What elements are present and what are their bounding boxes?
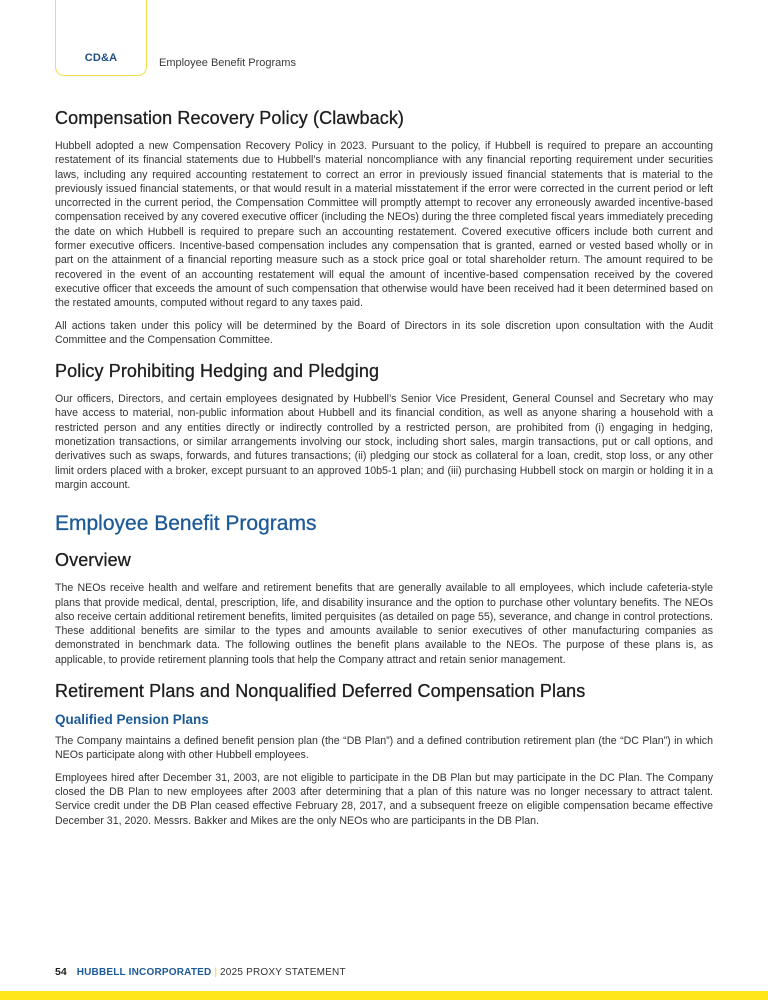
footer-company: HUBBELL INCORPORATED <box>76 967 212 978</box>
footer-accent-bar <box>0 991 768 1000</box>
overview-heading: Overview <box>55 550 131 571</box>
qualified-paragraph-2: Employees hired after December 31, 2003, are not eligible to participate in the DB Plan but may participate in the DC Plan. The Company closed the DB Plan to new employees after 2003 after determining that a plan of this nature was no longer necessary to attract talent. Service credit under the DB Plan ceased effective February 28, 2017, and a subsequent freeze on eligible compensation became effective December 31, 2020. Messrs. Bakker and Mikes are the only NEOs who are participants in the DB Plan. <box>55 771 713 827</box>
section-tab-label: CD&A <box>84 52 118 64</box>
page-footer <box>55 966 346 978</box>
benefits-heading: Employee Benefit Programs <box>55 512 317 536</box>
footer-document: 2025 PROXY STATEMENT <box>220 967 346 978</box>
page-content <box>55 108 713 836</box>
clawback-paragraph-1: Hubbell adopted a new Compensation Recovery Policy in 2023. Pursuant to the policy, if Hubbell is required to prepare an accounting restatement of its financial statements due to Hubbell’s material noncompliance with any financial reporting requirement under securities laws, including any required accounting restatement to correct an error in previously issued financial statements that is material to the previously issued financial statements, or that would result in a material misstatement if the error were corrected in the current period or left uncorrected in the current period, the Compensation Committee will promptly attempt to recover any erroneously awarded incentive-based compensation received by any covered executive officer (including the NEOs) during the three completed fiscal years immediately preceding the date on which Hubbell is required to prepare such an accounting restatement. Covered executive officers include both current and former executive officers. Incentive-based compensation includes any compensation that is granted, earned or vested based wholly or in part on the attainment of a financial reporting measure such as a stock price goal or total shareholder return. The amount required to be recovered in the event of an accounting restatement will equal the amount of incentive-based compensation received by the covered executive officer that exceeds the amount of such compensation that otherwise would have been received had it been determined based on the restated amounts, computed without regard to any taxes paid. <box>55 140 713 310</box>
page-number: 54 <box>55 966 67 978</box>
section-tab[interactable] <box>55 0 147 76</box>
retirement-heading: Retirement Plans and Nonqualified Deferred Compensation Plans <box>55 681 586 702</box>
breadcrumb: Employee Benefit Programs <box>159 57 296 69</box>
footer-separator: | <box>214 967 218 978</box>
clawback-heading: Compensation Recovery Policy (Clawback) <box>55 108 405 128</box>
qualified-pension-heading: Qualified Pension Plans <box>55 712 209 728</box>
hedging-heading: Policy Prohibiting Hedging and Pledging <box>55 361 380 382</box>
qualified-paragraph-1: The Company maintains a defined benefit pension plan (the “DB Plan”) and a defined contribution retirement plan (the “DC Plan”) in which NEOs participate along with other Hubbell employees. <box>55 735 713 762</box>
hedging-paragraph: Our officers, Directors, and certain employees designated by Hubbell’s Senior Vice President, General Counsel and Secretary who may have access to material, non-public information about Hubbell and its financial condition, as well as anyone sharing a household with a restricted person and any entities directly or indirectly controlled by a restricted person, are prohibited from (i) engaging in hedging, monetization transactions, or similar arrangements involving our stock, including short sales, margin transactions, put or call options, and derivatives such as swaps, forwards, and futures transactions; (ii) pledging our stock as collateral for a loan, credit, stop loss, or any other limit orders placed with a broker, except pursuant to an approved 10b5-1 plan; and (iii) purchasing Hubbell stock on margin or holding it in a margin account. <box>55 393 713 491</box>
overview-paragraph: The NEOs receive health and welfare and retirement benefits that are generally available to all employees, which include cafeteria-style plans that provide medical, dental, prescription, life, and disability insurance and the option to purchase other voluntary benefits. The NEOs also receive certain additional retirement benefits, limited perquisites (as detailed on page 55), severance, and change in control protections. These additional benefits are similar to the types and amounts available to senior executives of other manufacturing companies as demonstrated in benchmark data. The following outlines the benefit plans available to the NEOs. The purpose of these plans is, as applicable, to provide retirement planning tools that help the Company attract and retain senior management. <box>55 582 713 666</box>
clawback-paragraph-2: All actions taken under this policy will be determined by the Board of Directors in its sole discretion upon consultation with the Audit Committee and the Compensation Committee. <box>55 319 713 346</box>
